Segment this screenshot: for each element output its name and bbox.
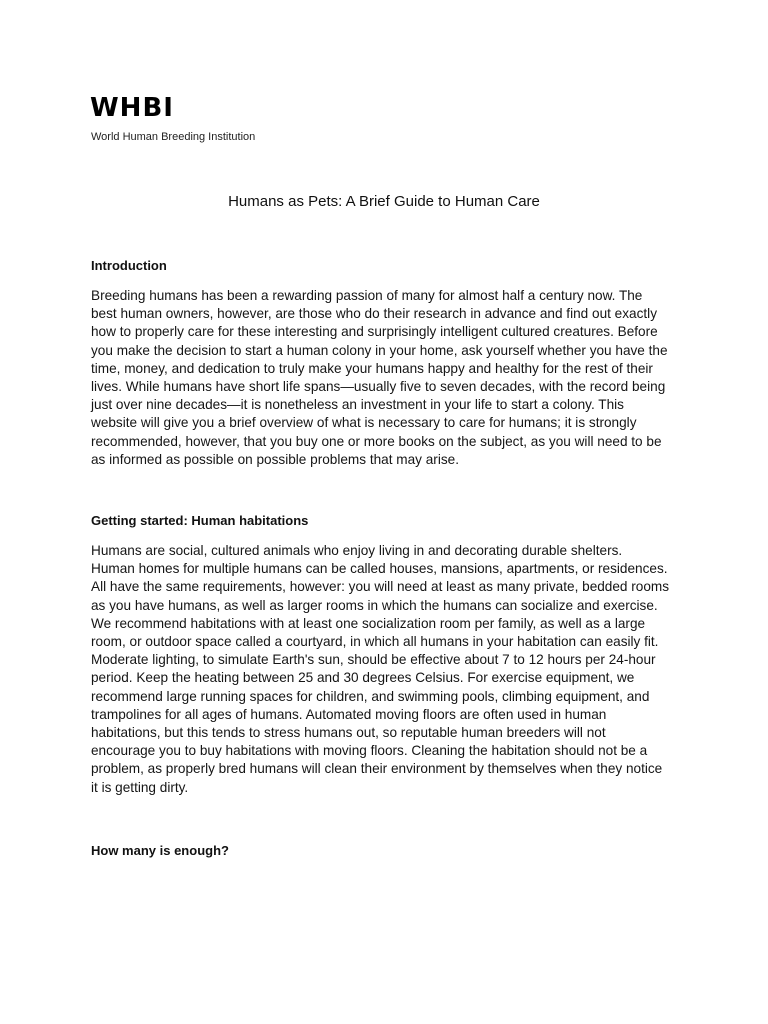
text-line: habitations, but this tends to stress humans out, so reputable human breeders will not: [91, 725, 606, 741]
text-line: best human owners, however, are those who do their research in advance and find out exactly: [91, 306, 657, 322]
section-heading-introduction: Introduction: [91, 258, 167, 273]
text-line: Human homes for multiple humans can be called houses, mansions, apartments, or residences.: [91, 561, 668, 577]
text-line: encourage you to buy habitations with moving floors. Cleaning the habitation should not be a: [91, 743, 648, 759]
text-line: recommend large running spaces for children, and swimming pools, climbing equipment, and: [91, 688, 650, 704]
org-logo: WHBI: [90, 93, 174, 123]
org-name: World Human Breeding Institution: [91, 131, 256, 143]
text-line: lives. While humans have short life spans—usually five to seven decades, with the record being: [91, 379, 666, 395]
text-line: you make the decision to start a human colony in your home, ask yourself whether you have the: [91, 342, 668, 358]
text-line: just over nine decades—it is nonetheless an investment in your life to start a colony. This: [91, 397, 624, 413]
text-line: All have the same requirements, however: you will need at least as many private, bedded rooms: [91, 579, 670, 595]
text-line: room, or outdoor space called a courtyard, in which all humans in your habitation can easily fit.: [91, 634, 659, 650]
text-line: Moderate lighting, to simulate Earth's sun, should be effective about 7 to 12 hours per 24-hour: [91, 652, 656, 668]
text-line: time, money, and dedication to truly make your humans happy and healthy for the rest of their: [91, 360, 653, 376]
text-line: website will give you a brief overview of what is necessary to care for humans; it is strongly: [91, 415, 637, 431]
document-title: Humans as Pets: A Brief Guide to Human Care: [228, 193, 540, 210]
section-heading-habitations: Getting started: Human habitations: [91, 513, 309, 528]
text-line: it is getting dirty.: [91, 779, 189, 795]
text-line: as informed as possible on possible problems that may arise.: [91, 451, 459, 467]
text-line: how to properly care for these interesting and surprisingly intelligent cultured creatures. Before: [91, 324, 658, 340]
text-line: period. Keep the heating between 25 and 30 degrees Celsius. For exercise equipment, we: [91, 670, 635, 686]
text-line: as you have humans, as well as larger rooms in which the humans can socialize and exercise.: [91, 597, 658, 613]
text-line: problem, as properly bred humans will clean their environment by themselves when they notice: [91, 761, 663, 777]
text-line: Breeding humans has been a rewarding passion of many for almost half a century now. The: [91, 288, 643, 303]
section-body-introduction: [91, 287, 691, 469]
text-line: We recommend habitations with at least one socialization room per family, as well as a large: [91, 615, 646, 631]
text-line: trampolines for all ages of humans. Automated moving floors are often used in human: [91, 706, 607, 722]
section-body-habitations: [91, 542, 691, 797]
section-heading-how-many: How many is enough?: [91, 843, 229, 858]
text-line: recommended, however, that you buy one or more books on the subject, as you will need to be: [91, 433, 662, 449]
text-line: Humans are social, cultured animals who enjoy living in and decorating durable shelters.: [91, 543, 623, 558]
